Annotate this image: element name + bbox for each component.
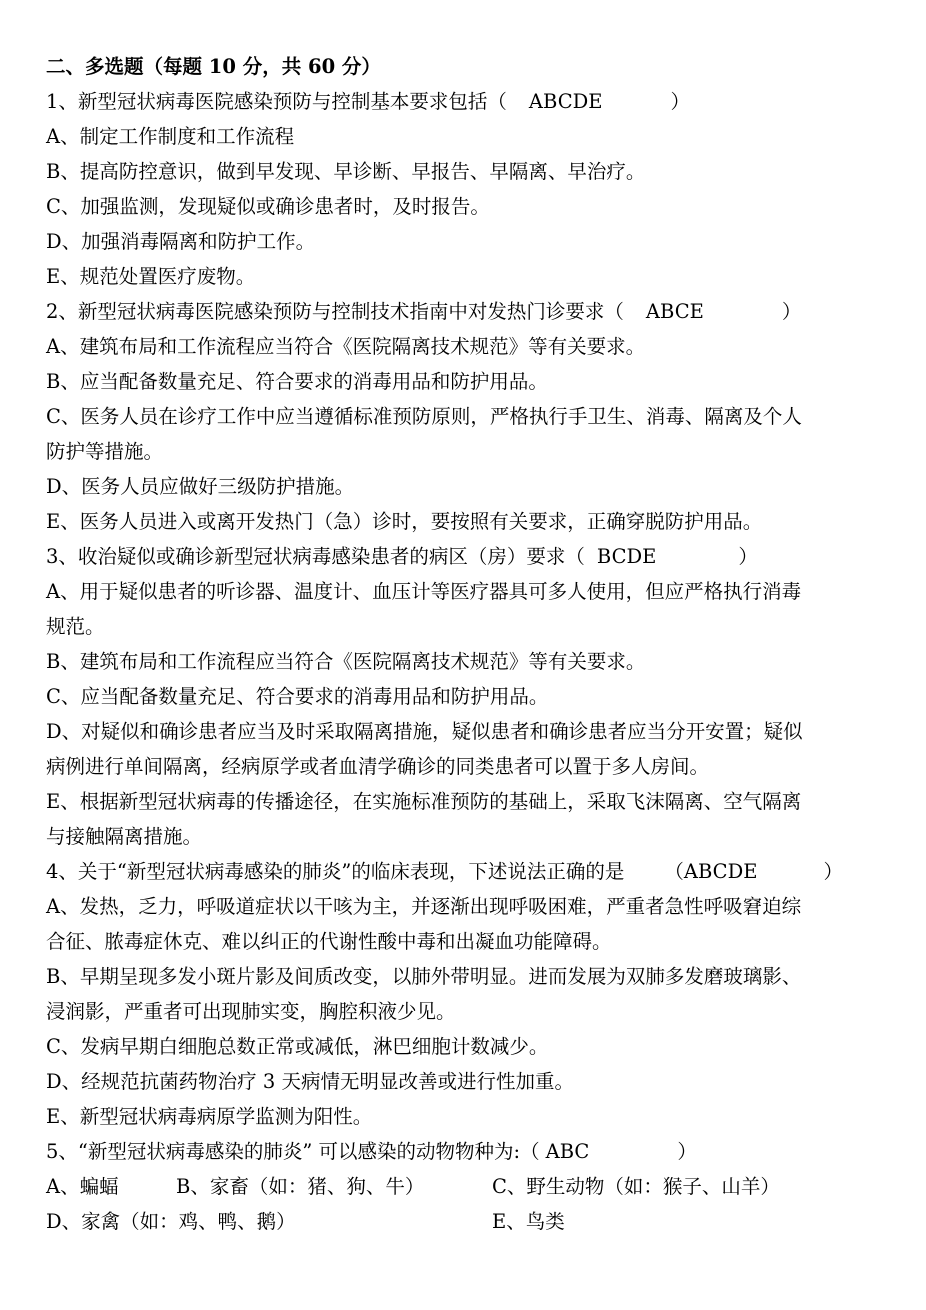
answer-close-bracket: ）	[781, 300, 802, 323]
option-line: D、对疑似和确诊患者应当及时采取隔离措施，疑似患者和确诊患者应当分开安置；疑似	[46, 720, 803, 743]
question-stem-text: 2、新型冠状病毒医院感染预防与控制技术指南中对发热门诊要求（	[46, 300, 624, 323]
option-c: C、野生动物（如：猴子、山羊）	[492, 1175, 780, 1198]
option-line: B、提高防控意识，做到早发现、早诊断、早报告、早隔离、早治疗。	[46, 160, 646, 183]
option-e: E、鸟类	[492, 1210, 565, 1233]
answer-close-bracket: ）	[738, 545, 758, 568]
option-a: A、蝙蝠	[46, 1175, 119, 1198]
question-5-stem	[46, 1134, 896, 1169]
option-line: D、加强消毒隔离和防护工作。	[46, 230, 316, 253]
option-line: 防护等措施。	[46, 440, 164, 463]
option-d: D、家禽（如：鸡、鸭、鹅）	[46, 1210, 296, 1233]
option-line: C、医务人员在诊疗工作中应当遵循标准预防原则，严格执行手卫生、消毒、隔离及个人	[46, 405, 802, 428]
question-2-stem	[46, 294, 896, 329]
option-line: B、建筑布局和工作流程应当符合《医院隔离技术规范》等有关要求。	[46, 650, 646, 673]
option-line: A、制定工作制度和工作流程	[46, 125, 295, 148]
question-4-stem	[46, 854, 896, 889]
question-stem-text: 4、关于“新型冠状病毒感染的肺炎”的临床表现，下述说法正确的是	[46, 860, 625, 883]
option-line: C、应当配备数量充足、符合要求的消毒用品和防护用品。	[46, 685, 549, 708]
question-stem-text: 3、收治疑似或确诊新型冠状病毒感染患者的病区（房）要求（	[46, 545, 585, 568]
answer-open-bracket: （	[664, 860, 684, 883]
option-line: A、建筑布局和工作流程应当符合《医院隔离技术规范》等有关要求。	[46, 335, 646, 358]
option-row	[46, 1169, 896, 1204]
option-line: 合征、脓毒症休克、难以纠正的代谢性酸中毒和出凝血功能障碍。	[46, 930, 612, 953]
option-line: D、经规范抗菌药物治疗 3 天病情无明显改善或进行性加重。	[46, 1070, 574, 1093]
option-line: E、新型冠状病毒病原学监测为阳性。	[46, 1105, 373, 1128]
option-line: A、用于疑似患者的听诊器、温度计、血压计等医疗器具可多人使用，但应严格执行消毒	[46, 580, 802, 603]
answer-text: ABC	[545, 1140, 590, 1163]
question-stem-text: 1、新型冠状病毒医院感染预防与控制基本要求包括（	[46, 90, 507, 113]
option-line: E、规范处置医疗废物。	[46, 265, 256, 288]
answer-close-bracket: ）	[677, 1140, 697, 1163]
answer-text: ABCDE	[528, 90, 603, 113]
option-row	[46, 1204, 896, 1239]
answer-text: ABCDE	[683, 860, 758, 883]
option-line: E、医务人员进入或离开发热门（急）诊时，要按照有关要求，正确穿脱防护用品。	[46, 510, 763, 533]
option-line: D、医务人员应做好三级防护措施。	[46, 475, 355, 498]
section-title: 二、多选题（每题 10 分，共 60 分）	[46, 55, 381, 78]
question-stem-text: 5、“新型冠状病毒感染的肺炎” 可以感染的动物物种为:（	[46, 1140, 540, 1163]
option-line: A、发热，乏力，呼吸道症状以干咳为主，并逐渐出现呼吸困难，严重者急性呼吸窘迫综	[46, 895, 802, 918]
option-line: C、发病早期白细胞总数正常或减低，淋巴细胞计数减少。	[46, 1035, 549, 1058]
question-3-stem	[46, 539, 896, 574]
option-line: 与接触隔离措施。	[46, 825, 203, 848]
answer-close-bracket: ）	[823, 860, 843, 883]
answer-text: BCDE	[596, 545, 657, 568]
option-line: B、应当配备数量充足、符合要求的消毒用品和防护用品。	[46, 370, 548, 393]
answer-close-bracket: ）	[670, 90, 691, 113]
option-line: 浸润影，严重者可出现肺实变，胸腔积液少见。	[46, 1000, 456, 1023]
answer-text: ABCE	[645, 300, 704, 323]
option-line: C、加强监测，发现疑似或确诊患者时，及时报告。	[46, 195, 490, 218]
option-line: B、早期呈现多发小斑片影及间质改变，以肺外带明显。进而发展为双肺多发磨玻璃影、	[46, 965, 802, 988]
option-line: E、根据新型冠状病毒的传播途径，在实施标准预防的基础上，采取飞沫隔离、空气隔离	[46, 790, 802, 813]
option-line: 规范。	[46, 615, 105, 638]
option-line: 病例进行单间隔离，经病原学或者血清学确诊的同类患者可以置于多人房间。	[46, 755, 710, 778]
question-1-stem	[46, 84, 896, 119]
option-b: B、家畜（如：猪、狗、牛）	[176, 1175, 425, 1198]
